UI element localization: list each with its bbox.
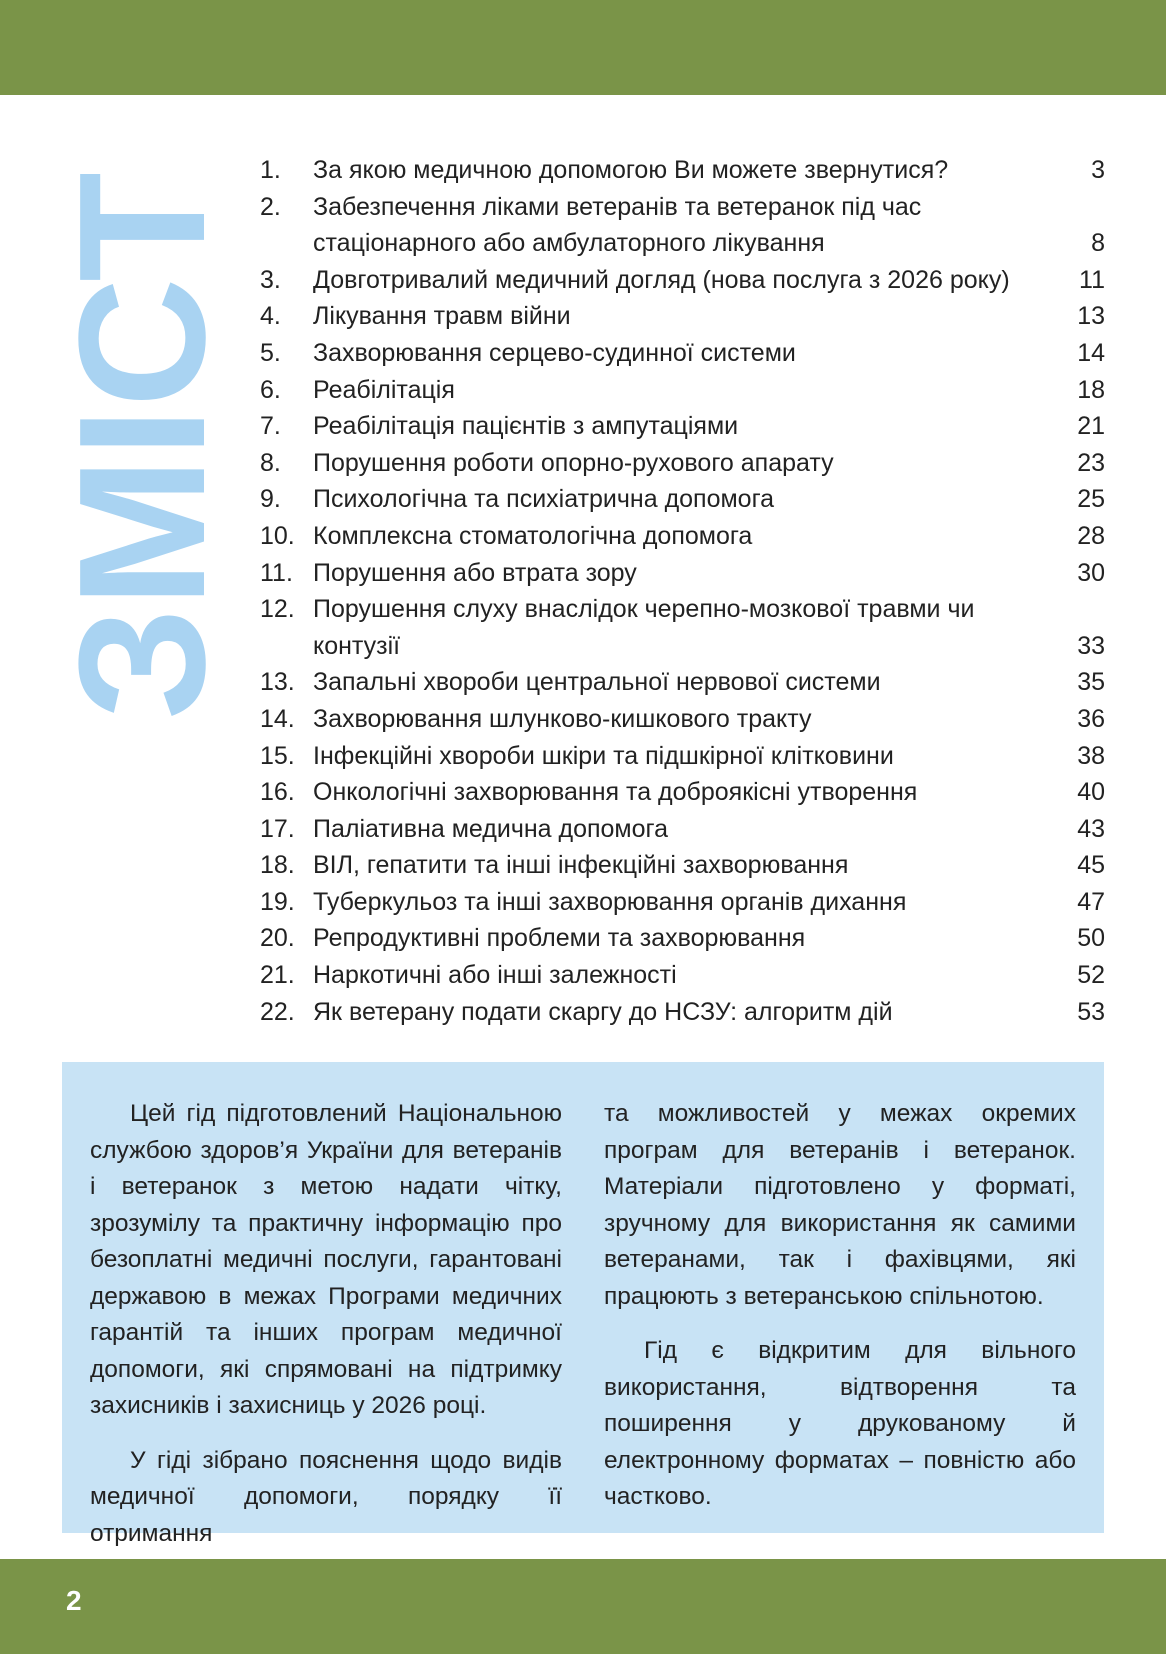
toc-item <box>260 738 1105 775</box>
intro-box <box>62 1062 1104 1547</box>
toc-item-title: Репродуктивні проблеми та захворювання <box>313 924 806 953</box>
toc-item-page: 3 <box>1091 156 1105 184</box>
toc-item <box>260 847 1105 884</box>
toc-item <box>260 555 1105 592</box>
toc-item-page: 35 <box>1077 668 1105 697</box>
toc-item-title: Психологічна та психіатрична допомога <box>313 485 775 514</box>
toc-item <box>260 152 1105 189</box>
toc-item-page: 33 <box>1077 631 1105 660</box>
toc-item-title: За якою медичною допомогою Ви можете звернутися? <box>313 156 949 184</box>
toc-item-title: Запальні хвороби центральної нервової системи <box>313 668 881 697</box>
toc-item-title: Паліативна медична допомога <box>313 814 668 843</box>
page-number: 2 <box>66 1585 82 1616</box>
toc-item <box>260 994 1105 1031</box>
intro-column-left <box>90 1096 562 1570</box>
toc-item-page: 53 <box>1077 997 1105 1026</box>
header-bar <box>0 0 1166 95</box>
toc-item-page: 47 <box>1077 887 1105 916</box>
toc-item-number: 13. <box>260 668 295 697</box>
toc-item <box>260 920 1105 957</box>
toc-item <box>260 811 1105 848</box>
toc-item-page: 25 <box>1077 485 1105 514</box>
intro-paragraph: У гіді зібрано пояснення щодо видів медичної допомоги, порядку її отримання <box>90 1446 562 1547</box>
toc-item-title: Реабілітація пацієнтів з ампутаціями <box>313 412 739 441</box>
toc-item <box>260 445 1105 482</box>
toc-item-number: 19. <box>260 887 295 916</box>
toc-item-number: 7. <box>260 412 281 441</box>
toc-item-title: Захворювання серцево-судинної системи <box>313 338 796 367</box>
toc-item-number: 9. <box>260 485 281 514</box>
intro-paragraph: Гід є відкритим для вільного використання, відтворення та поширення у друкованому й електронному форматах – повністю або частково. <box>604 1337 1076 1510</box>
toc-item <box>260 701 1105 738</box>
toc-item-page: 36 <box>1077 704 1105 733</box>
toc-item <box>260 298 1105 335</box>
toc-item-number: 17. <box>260 814 295 843</box>
toc-item <box>260 481 1105 518</box>
toc-item-title: ВІЛ, гепатити та інші інфекційні захворювання <box>313 851 849 880</box>
toc-item-page: 52 <box>1077 961 1105 990</box>
toc-item-title: Туберкульоз та інші захворювання органів дихання <box>313 887 907 916</box>
toc-item-number: 10. <box>260 521 295 550</box>
toc-item <box>260 664 1105 701</box>
toc-item-number: 20. <box>260 924 295 953</box>
contents-title <box>42 171 243 720</box>
toc-item-number: 4. <box>260 302 281 331</box>
toc-item-page: 30 <box>1077 558 1105 587</box>
toc-item-title: Порушення або втрата зору <box>313 558 637 587</box>
toc-item-title: Як ветерану подати скаргу до НСЗУ: алгоритм дій <box>313 997 893 1026</box>
toc-item-number: 21. <box>260 961 295 990</box>
toc-item-page: 38 <box>1077 741 1105 770</box>
toc-item <box>260 957 1105 994</box>
toc-item-number: 18. <box>260 851 295 880</box>
toc-item-number: 1. <box>260 156 281 184</box>
toc-item <box>260 518 1105 555</box>
toc-item-page: 45 <box>1077 851 1105 880</box>
toc-item-title: Наркотичні або інші залежності <box>313 961 677 990</box>
toc-item-title: Порушення слуху внаслідок черепно-мозкової травми чи контузії <box>313 595 975 660</box>
toc-item-number: 12. <box>260 595 295 624</box>
toc-item-page: 18 <box>1077 375 1105 404</box>
toc-item-number: 15. <box>260 741 295 770</box>
toc-item-number: 2. <box>260 192 281 221</box>
toc-item <box>260 189 1105 262</box>
toc-item-page: 40 <box>1077 778 1105 807</box>
toc-item-title: Забезпечення ліками ветеранів та ветеранок під час стаціонарного або амбулаторного лікування <box>313 192 922 258</box>
toc-item <box>260 372 1105 409</box>
toc-item-page: 11 <box>1079 265 1105 294</box>
toc-item <box>260 591 1105 664</box>
footer-bar <box>0 1559 1166 1654</box>
toc-item <box>260 262 1105 299</box>
toc-item-number: 5. <box>260 338 281 367</box>
toc-item-number: 16. <box>260 778 295 807</box>
toc-item <box>260 884 1105 921</box>
toc-item-number: 22. <box>260 997 295 1026</box>
toc-item-title: Лікування травм війни <box>313 302 571 331</box>
toc-item-number: 3. <box>260 265 281 294</box>
toc-item-page: 23 <box>1077 448 1105 477</box>
toc-item-title: Реабілітація <box>313 375 455 404</box>
contents-title-text: ЗМІСТ <box>42 171 243 720</box>
toc-item-page: 43 <box>1077 814 1105 843</box>
toc-item-title: Інфекційні хвороби шкіри та підшкірної клітковини <box>313 741 894 770</box>
toc-item-page: 14 <box>1077 338 1105 367</box>
intro-paragraph: Цей гід підготовлений Національною службою здоров’я України для ветеранів і ветеранок з метою надати чітку, зрозумілу та практичну інформацію про безоплатні медичні послуги, гарантовані державою в межах Програми медичних гарантій та інших програм медичної допомоги, які спрямовані на підтримку захисників і захисниць у 2026 році. <box>90 1100 562 1419</box>
toc-item-number: 6. <box>260 375 281 404</box>
toc-item-page: 21 <box>1077 412 1105 441</box>
toc-item-title: Комплексна стоматологічна допомога <box>313 521 753 550</box>
toc-item-number: 14. <box>260 704 295 733</box>
toc-item <box>260 408 1105 445</box>
toc-item-number: 8. <box>260 448 281 477</box>
toc-item-page: 28 <box>1077 521 1105 550</box>
toc-item <box>260 335 1105 372</box>
toc-item-number: 11. <box>260 558 293 587</box>
toc-item-title: Довготривалий медичний догляд (нова послуга з 2026 року) <box>313 265 1010 294</box>
intro-column-right <box>604 1096 1076 1570</box>
toc-item-page: 8 <box>1091 229 1105 258</box>
toc-item-title: Захворювання шлунково-кишкового тракту <box>313 704 812 733</box>
toc-item-title: Онкологічні захворювання та доброякісні утворення <box>313 778 918 807</box>
contents-title-graphic <box>42 171 243 720</box>
toc-item-page: 13 <box>1077 302 1105 331</box>
toc-item <box>260 774 1105 811</box>
intro-paragraph: та можливостей у межах окремих програм для ветеранів і ветеранок. Матеріали підготовлено у форматі, зручному для використання як самими ветеранами, так і фахівцями, які працюють з ветеранською спільнотою. <box>604 1100 1076 1310</box>
toc-item-title: Порушення роботи опорно-рухового апарату <box>313 448 834 477</box>
toc-item-page: 50 <box>1077 924 1105 953</box>
table-of-contents <box>260 152 1105 1030</box>
